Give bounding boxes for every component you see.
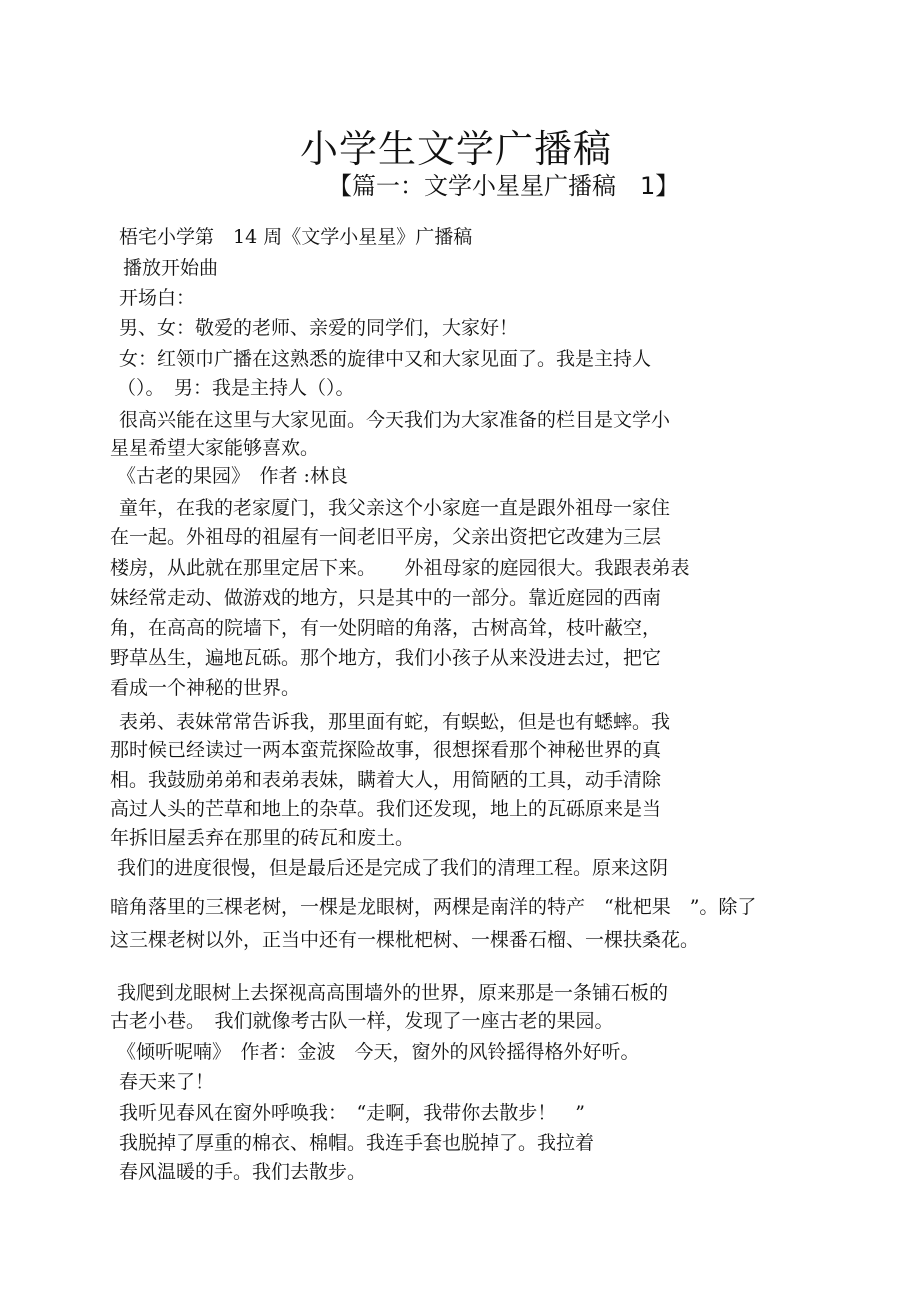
body-line: 播放开始曲 [123,257,219,279]
body-line: 我听见春风在窗外呼唤我： “走啊，我带你去散步！ ” [119,1102,585,1124]
body-line: 那时候已经读过一两本蛮荒探险故事，很想探看那个神秘世界的真 [110,739,662,761]
body-line: 角，在高高的院墙下，有一处阴暗的角落，古树高耸，枝叶蔽空， [110,617,662,639]
body-line: 妹经常走动、做游戏的地方，只是其中的一部分。靠近庭园的西南 [110,587,662,609]
body-line: 很高兴能在这里与大家见面。今天我们为大家准备的栏目是文学小 [119,409,671,431]
body-line: 年拆旧屋丢弃在那里的砖瓦和废土。 [110,827,415,849]
body-line: 春天来了！ [119,1071,215,1093]
body-line: 春风温暖的手。我们去散步。 [119,1161,367,1183]
body-line: 开场白： [119,287,196,309]
body-line: 楼房，从此就在那里定居下来。 外祖母家的庭园很大。我跟表弟表 [110,557,690,579]
body-line: 《倾听呢喃》 作者：金波 今天，窗外的风铃摇得格外好听。 [117,1041,640,1063]
body-line: 我脱掉了厚重的棉衣、棉帽。我连手套也脱掉了。我拉着 [119,1132,595,1154]
body-line: 相。我鼓励弟弟和表弟表妹，瞒着大人，用简陋的工具，动手清除 [110,769,662,791]
body-line: 童年，在我的老家厦门，我父亲这个小家庭一直是跟外祖母一家住 [119,497,671,519]
document-title: 小学生文学广播稿 [300,127,613,171]
body-line: （）。 男：我是主持人（）。 [117,377,355,399]
body-line: 表弟、表妹常常告诉我，那里面有蛇，有蜈蚣，但是也有蟋蟀。我 [119,711,671,733]
body-line: 男、女：敬爱的老师、亲爱的同学们，大家好！ [119,317,519,339]
body-line: 野草丛生，遍地瓦砾。那个地方，我们小孩子从来没进去过，把它 [110,647,662,669]
body-line: 在一起。外祖母的祖屋有一间老旧平房，父亲出资把它改建为三层 [110,526,662,548]
body-line: 高过人头的芒草和地上的杂草。我们还发现，地上的瓦砾原来是当 [110,798,662,820]
body-line: 女：红领巾广播在这熟悉的旋律中又和大家见面了。我是主持人 [119,348,652,370]
body-line: 《古老的果园》 作者 :林良 [117,465,348,487]
body-line: 古老小巷。 我们就像考古队一样，发现了一座古老的果园。 [110,1010,614,1032]
body-line: 这三棵老树以外，正当中还有一棵枇杷树、一棵番石榴、一棵扶桑花。 [110,929,700,951]
body-line: 星星希望大家能够喜欢。 [110,437,320,459]
body-line: 我爬到龙眼树上去探视高高围墙外的世界，原来那是一条铺石板的 [117,982,669,1004]
section-heading: 【篇一：文学小星星广播稿 1】 [328,172,680,200]
body-line: 梧宅小学第 14 周《文学小星星》广播稿 [119,226,473,248]
body-line: 我们的进度很慢，但是最后还是完成了我们的清理工程。原来这阴 [117,857,669,879]
body-line: 看成一个神秘的世界。 [110,677,301,699]
body-line: 暗角落里的三棵老树，一棵是龙眼树，两棵是南洋的特产 “枇杷果 ”。除了 [110,896,757,918]
